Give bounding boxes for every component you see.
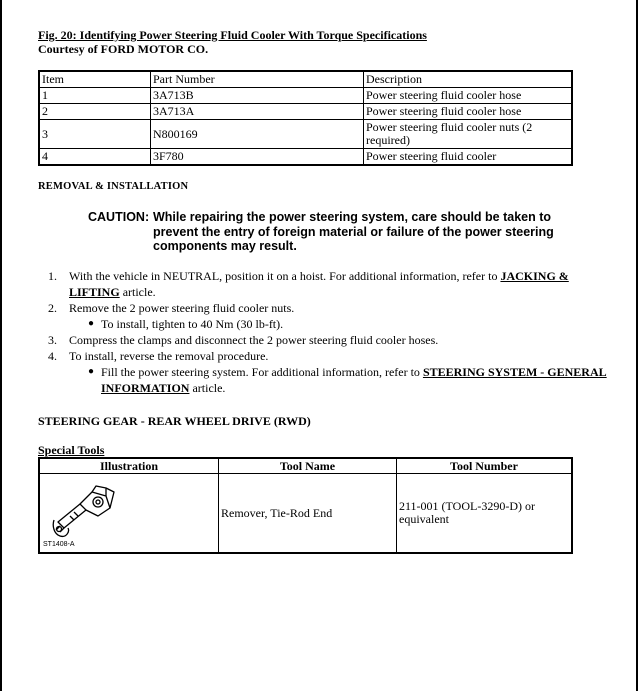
table-cell: Power steering fluid cooler	[364, 149, 573, 166]
table-row	[39, 120, 572, 149]
step-number: 3.	[48, 333, 57, 347]
step-text: Compress the clamps and disconnect the 2 power steering fluid cooler hoses.	[69, 333, 439, 347]
procedure-steps	[48, 268, 608, 396]
table-cell: 4	[39, 149, 151, 166]
section-heading-removal: REMOVAL & INSTALLATION	[38, 181, 189, 192]
table-cell: 3	[39, 120, 151, 149]
table-cell: 3A713A	[151, 104, 364, 120]
table-row	[39, 88, 572, 104]
caution-text-line: prevent the entry of foreign material or failure of the power steering	[153, 224, 554, 239]
table-row	[39, 474, 572, 554]
table-header-row	[39, 71, 572, 88]
column-header: Illustration	[39, 458, 219, 474]
bullet-text: Fill the power steering system. For additional information, refer to	[101, 365, 423, 379]
table-cell: Power steering fluid cooler hose	[364, 104, 573, 120]
step-text: Remove the 2 power steering fluid cooler nuts.	[69, 301, 295, 315]
page-border-left	[0, 0, 2, 691]
link-jacking-lifting[interactable]: JACKING & LIFTING	[69, 269, 569, 299]
step-text: With the vehicle in NEUTRAL, position it on a hoist. For additional information, refer to	[69, 269, 501, 283]
table-cell: 211-001 (TOOL-3290-D) or equivalent	[397, 474, 573, 554]
bullet-text: article.	[189, 381, 226, 395]
table-cell: 3F780	[151, 149, 364, 166]
step-number: 4.	[48, 349, 57, 363]
column-header: Part Number	[151, 71, 364, 88]
figure-title: Fig. 20: Identifying Power Steering Fluid Cooler With Torque Specifications	[38, 28, 427, 42]
caution-label: CAUTION:	[88, 210, 150, 224]
illustration-code: ST1408-A	[43, 541, 75, 548]
step-text: article.	[119, 285, 156, 299]
step-number: 2.	[48, 301, 57, 315]
table-cell: Remover, Tie-Rod End	[219, 474, 397, 554]
caution-note	[88, 210, 568, 254]
bullet-text: To install, tighten to 40 Nm (30 lb-ft).	[101, 317, 284, 331]
illustration-cell	[39, 474, 219, 554]
table-row	[39, 104, 572, 120]
column-header: Description	[364, 71, 573, 88]
bullet-icon: ●	[88, 366, 95, 377]
step-item	[48, 332, 608, 348]
caution-text-line: components may result.	[153, 239, 297, 253]
bullet-item	[48, 316, 608, 332]
step-item	[48, 268, 608, 300]
bullet-icon: ●	[88, 318, 95, 329]
step-number: 1.	[48, 269, 57, 283]
table-row	[39, 149, 572, 166]
table-header-row	[39, 458, 572, 474]
figure-courtesy: Courtesy of FORD MOTOR CO.	[38, 42, 209, 56]
bullet-item	[48, 364, 608, 396]
parts-table	[38, 70, 573, 166]
step-text: To install, reverse the removal procedure.	[69, 349, 269, 363]
table-cell: Power steering fluid cooler hose	[364, 88, 573, 104]
special-tools-table	[38, 457, 573, 554]
special-tools-heading: Special Tools	[38, 443, 105, 457]
column-header: Tool Name	[219, 458, 397, 474]
table-cell: N800169	[151, 120, 364, 149]
caution-text-line: While repairing the power steering system, care should be taken to	[153, 210, 552, 224]
section-heading-steering-gear: STEERING GEAR - REAR WHEEL DRIVE (RWD)	[38, 414, 311, 428]
column-header: Tool Number	[397, 458, 573, 474]
tie-rod-end-remover-icon	[50, 482, 122, 538]
column-header: Item	[39, 71, 151, 88]
table-cell: 1	[39, 88, 151, 104]
table-cell: 2	[39, 104, 151, 120]
step-item	[48, 348, 608, 364]
link-steering-system[interactable]: STEERING SYSTEM - GENERAL INFORMATION	[101, 365, 607, 395]
table-cell: 3A713B	[151, 88, 364, 104]
table-cell: Power steering fluid cooler nuts (2 required)	[364, 120, 573, 149]
step-item	[48, 300, 608, 316]
